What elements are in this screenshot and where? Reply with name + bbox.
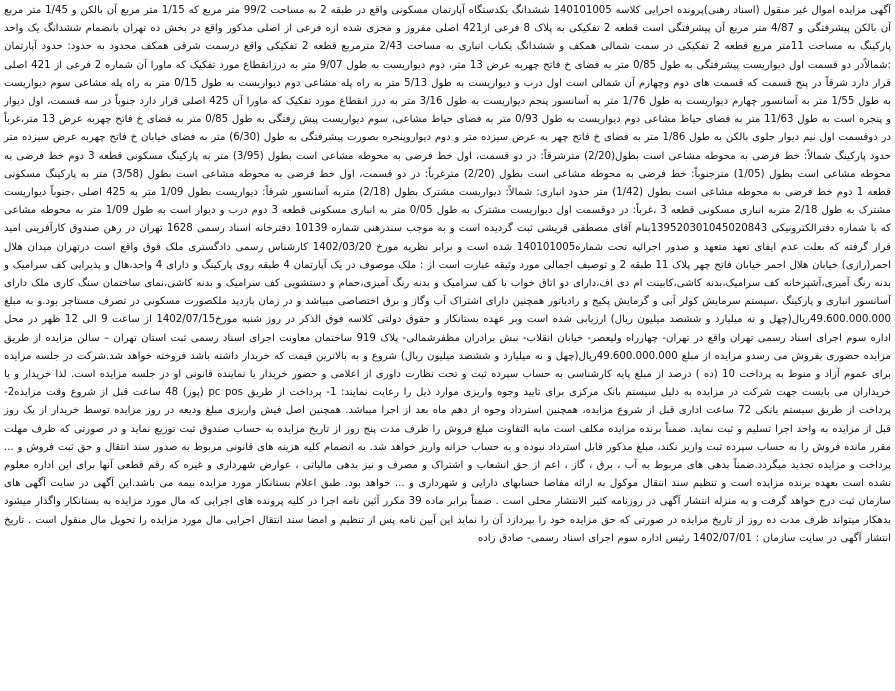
auction-notice-text: آگهی مزایده اموال غیر منقول (اسناد رهنی)پرونده اجرایی کلاسه 140101005 ششدانگ یکدستگاه آپارتمان مسکونی واقع در طبقه 2 به مساحت 99/2 متر مربع که 1/15 متر مربع آن بالکن و 1/45 متر مربع آن بالکن پیشرفتگی و 4/87 متر مربع آن پیشرفتگی است قطعه 2 تفکیکی به پلاک 8 فرعی از421 اصلی مفروز و مجزی شده ازه فرعی از اصلی مذکور واقع در بخش ده تهران بانضمام ششدانگ یک واحد پارکینگ به مساحت 11متر مربع قطعه 2 تفکیکی در سمت شمالی همکف و ششدانگ یکباب انباری به مساحت 2/43 مترمربع قطعه 2 تفکیکی واقع درسمت شرقی همکف محدود به حدود: حدود آپارتمان :شمالاًدر دو قسمت اول دیواریست پیشرفتگی به طول 0/85 متر به فضای خ فاتح چهربه عرض 13 متر، دوم دیواریست به طول 9/07 متر به درزانقطاع مورد تفکیک که ماورا آن شماره 2 فرعی از 421 اصلی قرار دارد شرقاً در پنج قسمت که قسمت های دوم وچهارم آن شمالی است اول درب و دیواریست به طول 5/13 متر به راه پله مشاعی دوم دیواریست به طول 0/15 متر به راه پله مشاعی سوم دیواریست به طول 1/55 متر به آسانسور چهارم دیواریست به طول 1/76 متر به آسانسور پنجم دیواریست به طول 3/16 متر به درز انقطاع مورد تفکیک که ماورا آن 425 اصلی قرار دارد جنوباً در سه قسمت، اول دیوار و پنجره است به طول 11/63 متر به فضای حیاط مشاعی دوم دیواریست به طول 0/93 متر به فضای حیاط مشاعی، سوم دیواریست پیش رفتگی به طول 0/85 متر به فضای خ فاتح چهربه عرض 13 متر،غرباً در دوقسمت اول نیم دیوار جلوی بالکن به طول 1/86 متر به فضای خ فاتح چهر به عرض سیزده متر و دوم دیواروپنجره بصورت پیشرفتگی به طول (6/30) متر به فضای خیابان خ فاتح چهربه عرض سیزده متر حدود پارکینگ شمالاً: خط فرضی به محوطه مشاعی است بطول(2/20) مترشرقاً: در دو قسمت، اول خط فرضی به محوطه مشاعی است بطول (3/95) متر به پارکینگ مسکونی قطعه 3 دوم خط فرضی به محوطه مشاعی است بطول (1/05) مترجنوباً: خط فرضی به محوطه مشاعی است بطول (2/20) مترغرباً: در دو قسمت، اول خط فرضی به محوطه مشاعی است بطول (3/58) متر به پارکینگ مسکونی قطعه 1 دوم خط فرضی به محوطه مشاعی است بطول (1/42) متر حدود انباری: شمالاً: دیواریست مشترک بطول (2/18) متربه آسانسور شرقاً: دیواریست بطول 1/09 متر به 425 اصلی ،جنوباً دیواریست مشترک به طول 2/18 متربه انباری مسکونی قطعه 3 ،غرباً: در دوقسمت اول دیواریست مشترک به طول 0/05 متر به انباری مسکونی قطعه 3 دوم درب و دیوار است به طول 1/09 متر به محوطه مشاعی که با شماره دفترالکترونیکی 139520301045020843بنام آقای مصطفی قریشی ثبت گردیده است و به موجب سندرهنی شماره 10139 دفترخانه اسناد رسمی 1628 تهران در رهن صندوق کارآفرینی امید قرار گرفته که بعلت عدم ایفای تعهد متعهد و صدور اجرائیه تحت شماره140101005 شده است و برابر نظریه مورخ 1402/03/20 کارشناس رسمی دادگستری ملک فوق واقع است درتهران میدان هلال احمر(رازی) خیابان هلال احمر خیابان فاتح چهر پلاک 11 طبقه 2 و توصیف اجمالی مورد وثیقه عبارت است از : ملک موصوف در یک آپارتمان 4 طبقه روی پارکینگ و دارای 4 واحد،هال و پذیرایی کف سرامیک و بدنه رنگ آمیزی،آشپزخانه کف سرامیک،بدنه کاشی،کابینت ام دی اف،دارای دو اتاق خواب با کف سرامیک و بدنه رنگ آمیزی،حمام و دستشویی کف سرامیک و بدنه کاشی،نمای ساختمان سنگ کاری ملک دارای آسانسور انباری و پارکینگ ،سیستم سرمایش کولر آبی و گرمایش پکیج و رادیاتور همچنین دارای اشتراک آب وگاز و برق اختصاصی میباشد و در زمان بازدید ملکصورت مسکونی در تصرف مستاجر بود.و به مبلغ 49.600.000.000ریال(چهل و نه میلیارد و ششصد میلیون ریال) ارزیابی شده است وبر عهده بستانکار و حقوق دولتی کلاسه فوق الذکر در روز شنبه مورخ1402/07/15 از ساعت 9 الی 12 ظهر در محل اداره سوم اجرای اسناد رسمی تهران واقع در تهران- چهارراه ولیعصر- خیابان انقلاب- نبش برادران مظفرشمالی- پلاک 919 ساختمان معاونت اجرای اسناد رسمی ثبت استان تهران – سالن مزایده از طریق مزایده حضوری بفروش می رسدو مزایده از مبلغ 49.600.000.000ریال(چهل و نه میلیارد و ششصد میلیون ریال) شروع و به بالاترین قیمت که خریدار داشته باشد فروخته خواهد شد.شرکت در جلسه مزایده برای عموم آزاد و منوط به پرداخت 10 (ده ) درصد از مبلغ پایه کارشناسی به حساب سپرده ثبت و تحت نظارت داوری از اعلامی و حضور خریدار یا نماینده قانونی او در جلسه مزایده است. لذا خریدار و یا خریداران می بایست جهت شرکت در مزایده به دلیل سیستم بانک مرکزی برای تایید وجوه واریزی موارد ذیل را رعایت نمایند: 1- پرداخت از طریق pc pos (پوز) 48 ساعت قبل از شروع وقت مزایده2- پرداخت از طریق سیستم بانکی 72 ساعت اداری قبل از شروع مزایده، همچنین استرداد وجوه از دهم ماه بعد از اجرا میباشد. همچنین اصل فیش واریزی مبلغ ودیعه در روز مزایده توسط خریدار از یک روز قبل از مزایده به واحد اجرا تسلیم و ثبت نماید. ضمناً برنده مزایده مکلف است مابه التفاوت مبلغ فروش را ظرف مدت پنج روز از تاریخ مزایده به حساب صندوق ثبت توزیع نماید و در صورتی که ظرف مهلت مقرر مانده فروش را به حساب سپرده ثبت واریز نکند، مبلغ مذکور قابل استرداد نبوده و به حساب خزانه واریز خواهد شد. به انضمام کلیه هزینه های قانونی مربوط به صدور سند انتقال و حق ثبت فروش و ... پرداخت و مزایده تجدید میگردد.ضمناً بدهی های مربوط به آب ، برق ، گاز ، اعم از حق انشعاب و اشتراک و مصرف و نیز بدهی مالیاتی ، عوارض شهرداری و غیره که رقم قطعی آنها برای این اداره معلوم نشده است بعهده برنده مزایده است و تنظیم سند انتقال موکول به ارائه مفاصا حسابهای دارایی و شهرداری و ... خواهد بود. طبق اعلام بستانکار مورد مزایده بیمه می باشد.این آگهی در سایت آگهی های سازمان ثبت درج خواهد گرفت و به منزله انتشار آگهی در روزنامه کثیر الانتشار محلی است . ضمناً برابر ماده 39 مکرر آئین نامه اجرا در کلیه پرونده های اجرایی که مال مورد مزایده به بستانکار واگذار میشود بدهکار میتواند ظرف مدت ده روز از تاریخ مزایده در صورتی که حق مزایده خود را بپردازد آن را نماید این آیین نامه پس از تنظیم و امضا سند انتقال اجرایی مال مورد مزایده را تحویل مال منقول است . تاریخ انتشار آگهی در سایت سازمان : 1402/07/01 رئیس اداره سوم اجرای اسناد رسمی- صادق زاده — [4, 5, 892, 544]
